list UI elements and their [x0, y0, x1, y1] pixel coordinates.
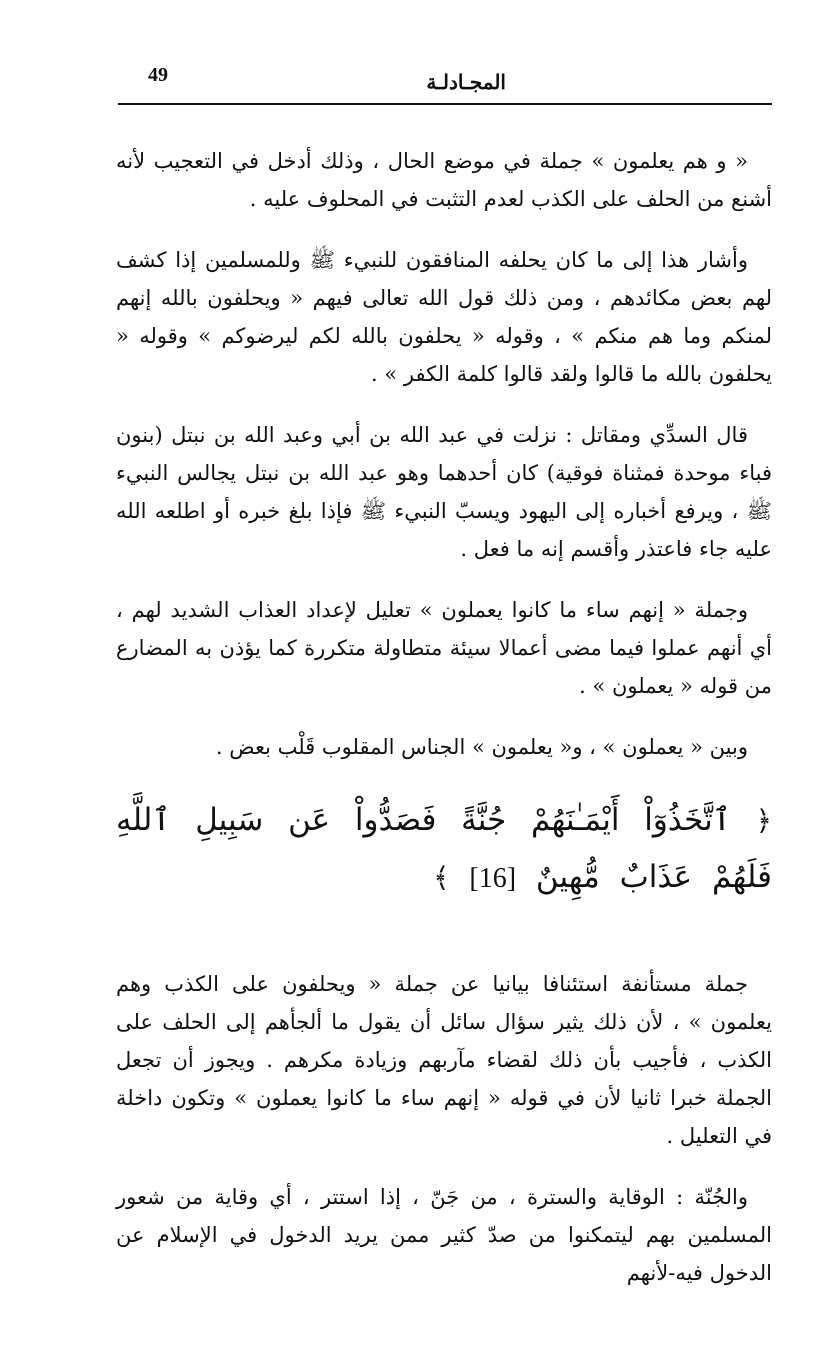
paragraph: والجُنّة : الوقاية والسترة ، من جَنّ ، إذا استتر ، أي وقاية من شعور المسلمين بهم ليتمكنوا من صدّ كثير ممن يريد الدخول في الإسلام عن الدخول فيه-لأنهم — [116, 1185, 772, 1285]
page-body — [116, 142, 772, 1315]
verse-close-bracket: ﴾ — [433, 861, 450, 894]
paragraph: وبين « يعملون » ، و« يعلمون » الجناس المقلوب قَلْب بعض . — [215, 735, 748, 759]
paragraph: قال السدِّي ومقاتل : نزلت في عبد الله بن أبي وعبد الله بن نبتل (بنون فباء موحدة فمثناة فوقية) كان أحدهما وهو عبد الله بن نبتل يجالس النبيء ﷺ ، ويرفع أخباره إلى اليهود ويسبّ النبيء ﷺ فإذا بلغ خبره أو اطلعه الله عليه جاء فاعتذر وأقسم إنه ما فعل . — [116, 423, 772, 561]
quran-verse — [116, 792, 772, 907]
paragraph: « و هم يعلمون » جملة في موضع الحال ، وذلك أدخل في التعجيب لأنه أشنع من الحلف على الكذب لعدم التثبت في المحلوف عليه . — [116, 149, 772, 211]
header-rule — [118, 103, 772, 105]
paragraph: جملة مستأنفة استئنافا بيانيا عن جملة « ويحلفون على الكذب وهم يعلمون » ، لأن ذلك يثير سؤال سائل أن يقول ما ألجأهم إلى الحلف على الكذب ، فأجيب بأن ذلك لقضاء مآربهم وزيادة مكرهم . ويجوز أن تجعل الجملة خبرا ثانيا لأن في قوله « إنهم ساء ما كانوا يعملون » وتكون داخلة في التعليل . — [116, 972, 772, 1148]
page-number: 49 — [148, 64, 168, 86]
verse-open-bracket: ﴿ — [755, 804, 772, 837]
verse-text: ٱتَّخَذُوٓاْ أَيْمَـٰنَهُمْ جُنَّةً فَصَدُّواْ عَن سَبِيلِ ٱللَّهِ فَلَهُمْ عَذَابٌ مُّهِينٌ — [116, 802, 772, 895]
verse-number: [16] — [469, 863, 517, 894]
page-header — [118, 62, 770, 106]
running-title: المجـادلـة — [426, 70, 506, 94]
paragraph: وأشار هذا إلى ما كان يحلفه المنافقون للنبيء ﷺ وللمسلمين إذا كشف لهم بعض مكائدهم ، ومن ذلك قول الله تعالى فيهم « ويحلفون بالله إنهم لمنكم وما هم منكم » ، وقوله « يحلفون بالله لكم ليرضوكم » وقوله « يحلفون بالله ما قالوا ولقد قالوا كلمة الكفر » . — [116, 248, 772, 386]
paragraph: وجملة « إنهم ساء ما كانوا يعملون » تعليل لإعداد العذاب الشديد لهم ، أي أنهم عملوا فيما مضى أعمالا سيئة متطاولة متكررة كما يؤذن به المضارع من قوله « يعملون » . — [116, 598, 772, 698]
